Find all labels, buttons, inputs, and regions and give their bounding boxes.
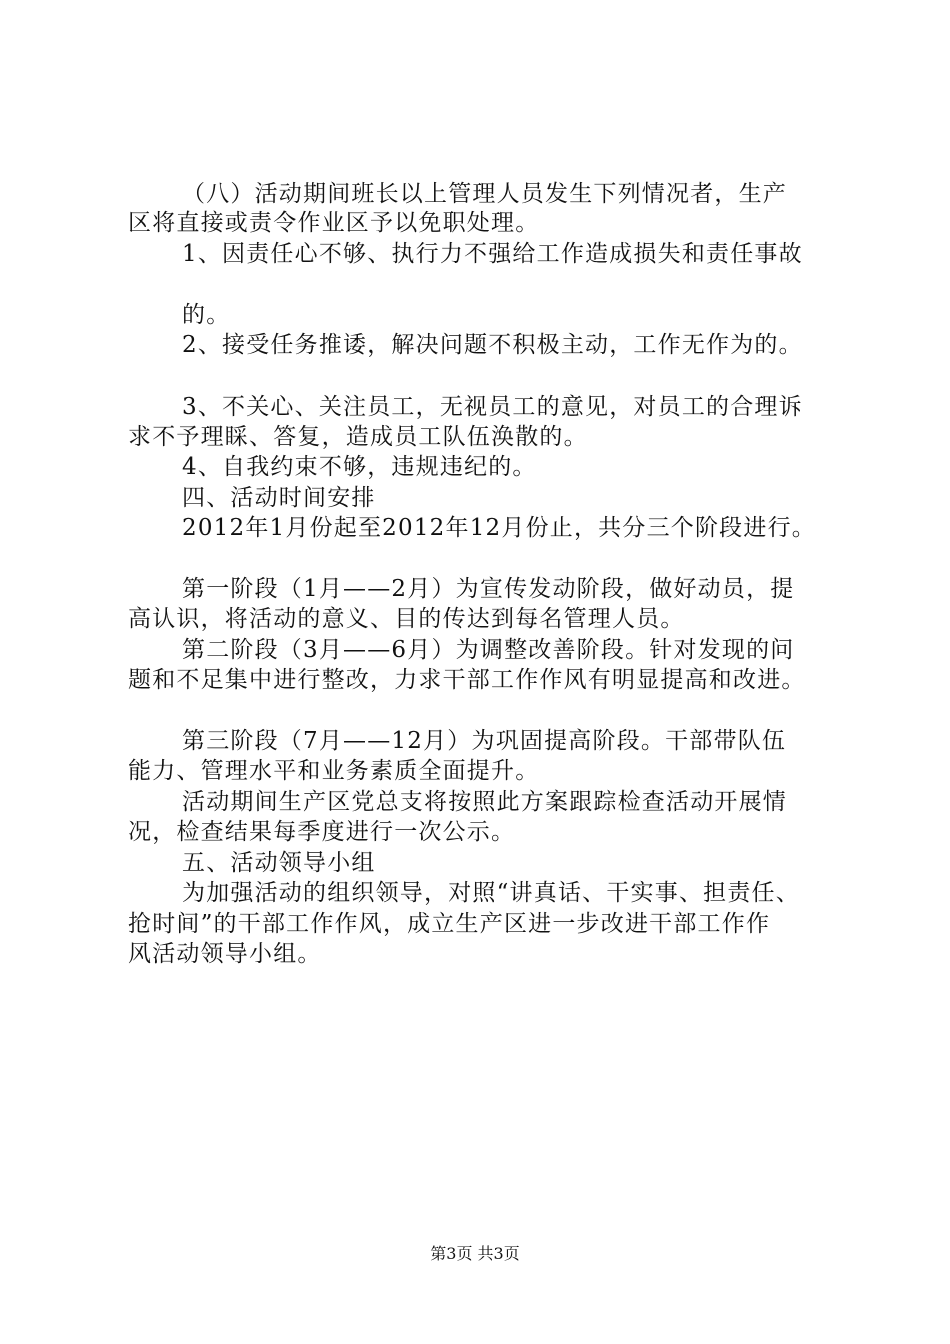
paragraph-line: 求不予理睬、答复，造成员工队伍涣散的。 xyxy=(128,424,588,450)
section-heading: 五、活动领导小组 xyxy=(182,850,376,876)
paragraph-line: 为加强活动的组织领导，对照“讲真话、干实事、担责任、 xyxy=(182,880,800,906)
paragraph-line: 能力、管理水平和业务素质全面提升。 xyxy=(128,758,540,784)
paragraph-line: 第二阶段（3月——6月）为调整改善阶段。针对发现的问 xyxy=(182,637,795,663)
paragraph-line: 区将直接或责令作业区予以免职处理。 xyxy=(128,210,540,236)
paragraph-line: 抢时间”的干部工作作风，成立生产区进一步改进干部工作作 xyxy=(128,911,771,937)
paragraph-line: 4、自我约束不够，违规违纪的。 xyxy=(182,454,537,480)
paragraph-line: 题和不足集中进行整改，力求干部工作作风有明显提高和改进。 xyxy=(128,667,806,693)
paragraph-line: （八）活动期间班长以上管理人员发生下列情况者，生产 xyxy=(182,181,787,207)
paragraph-line: 2、接受任务推诿，解决问题不积极主动，工作无作为的。 xyxy=(182,332,803,358)
paragraph-line: 第一阶段（1月——2月）为宣传发动阶段，做好动员，提 xyxy=(182,576,795,602)
paragraph-line: 风活动领导小组。 xyxy=(128,941,322,967)
page-footer: 第3页 共3页 xyxy=(430,1244,520,1263)
paragraph-line: 1、因责任心不够、执行力不强给工作造成损失和责任事故 xyxy=(182,241,803,267)
section-heading: 四、活动时间安排 xyxy=(182,485,376,511)
paragraph-line: 第三阶段（7月——12月）为巩固提高阶段。干部带队伍 xyxy=(182,728,787,754)
paragraph-line: 2012年1月份起至2012年12月份止，共分三个阶段进行。 xyxy=(182,515,816,541)
paragraph-line: 3、不关心、关注员工，无视员工的意见，对员工的合理诉 xyxy=(182,394,803,420)
paragraph-line: 的。 xyxy=(182,302,231,328)
paragraph-line: 活动期间生产区党总支将按照此方案跟踪检查活动开展情 xyxy=(182,789,787,815)
paragraph-line: 高认识，将活动的意义、目的传达到每名管理人员。 xyxy=(128,606,685,632)
paragraph-line: 况，检查结果每季度进行一次公示。 xyxy=(128,819,516,845)
